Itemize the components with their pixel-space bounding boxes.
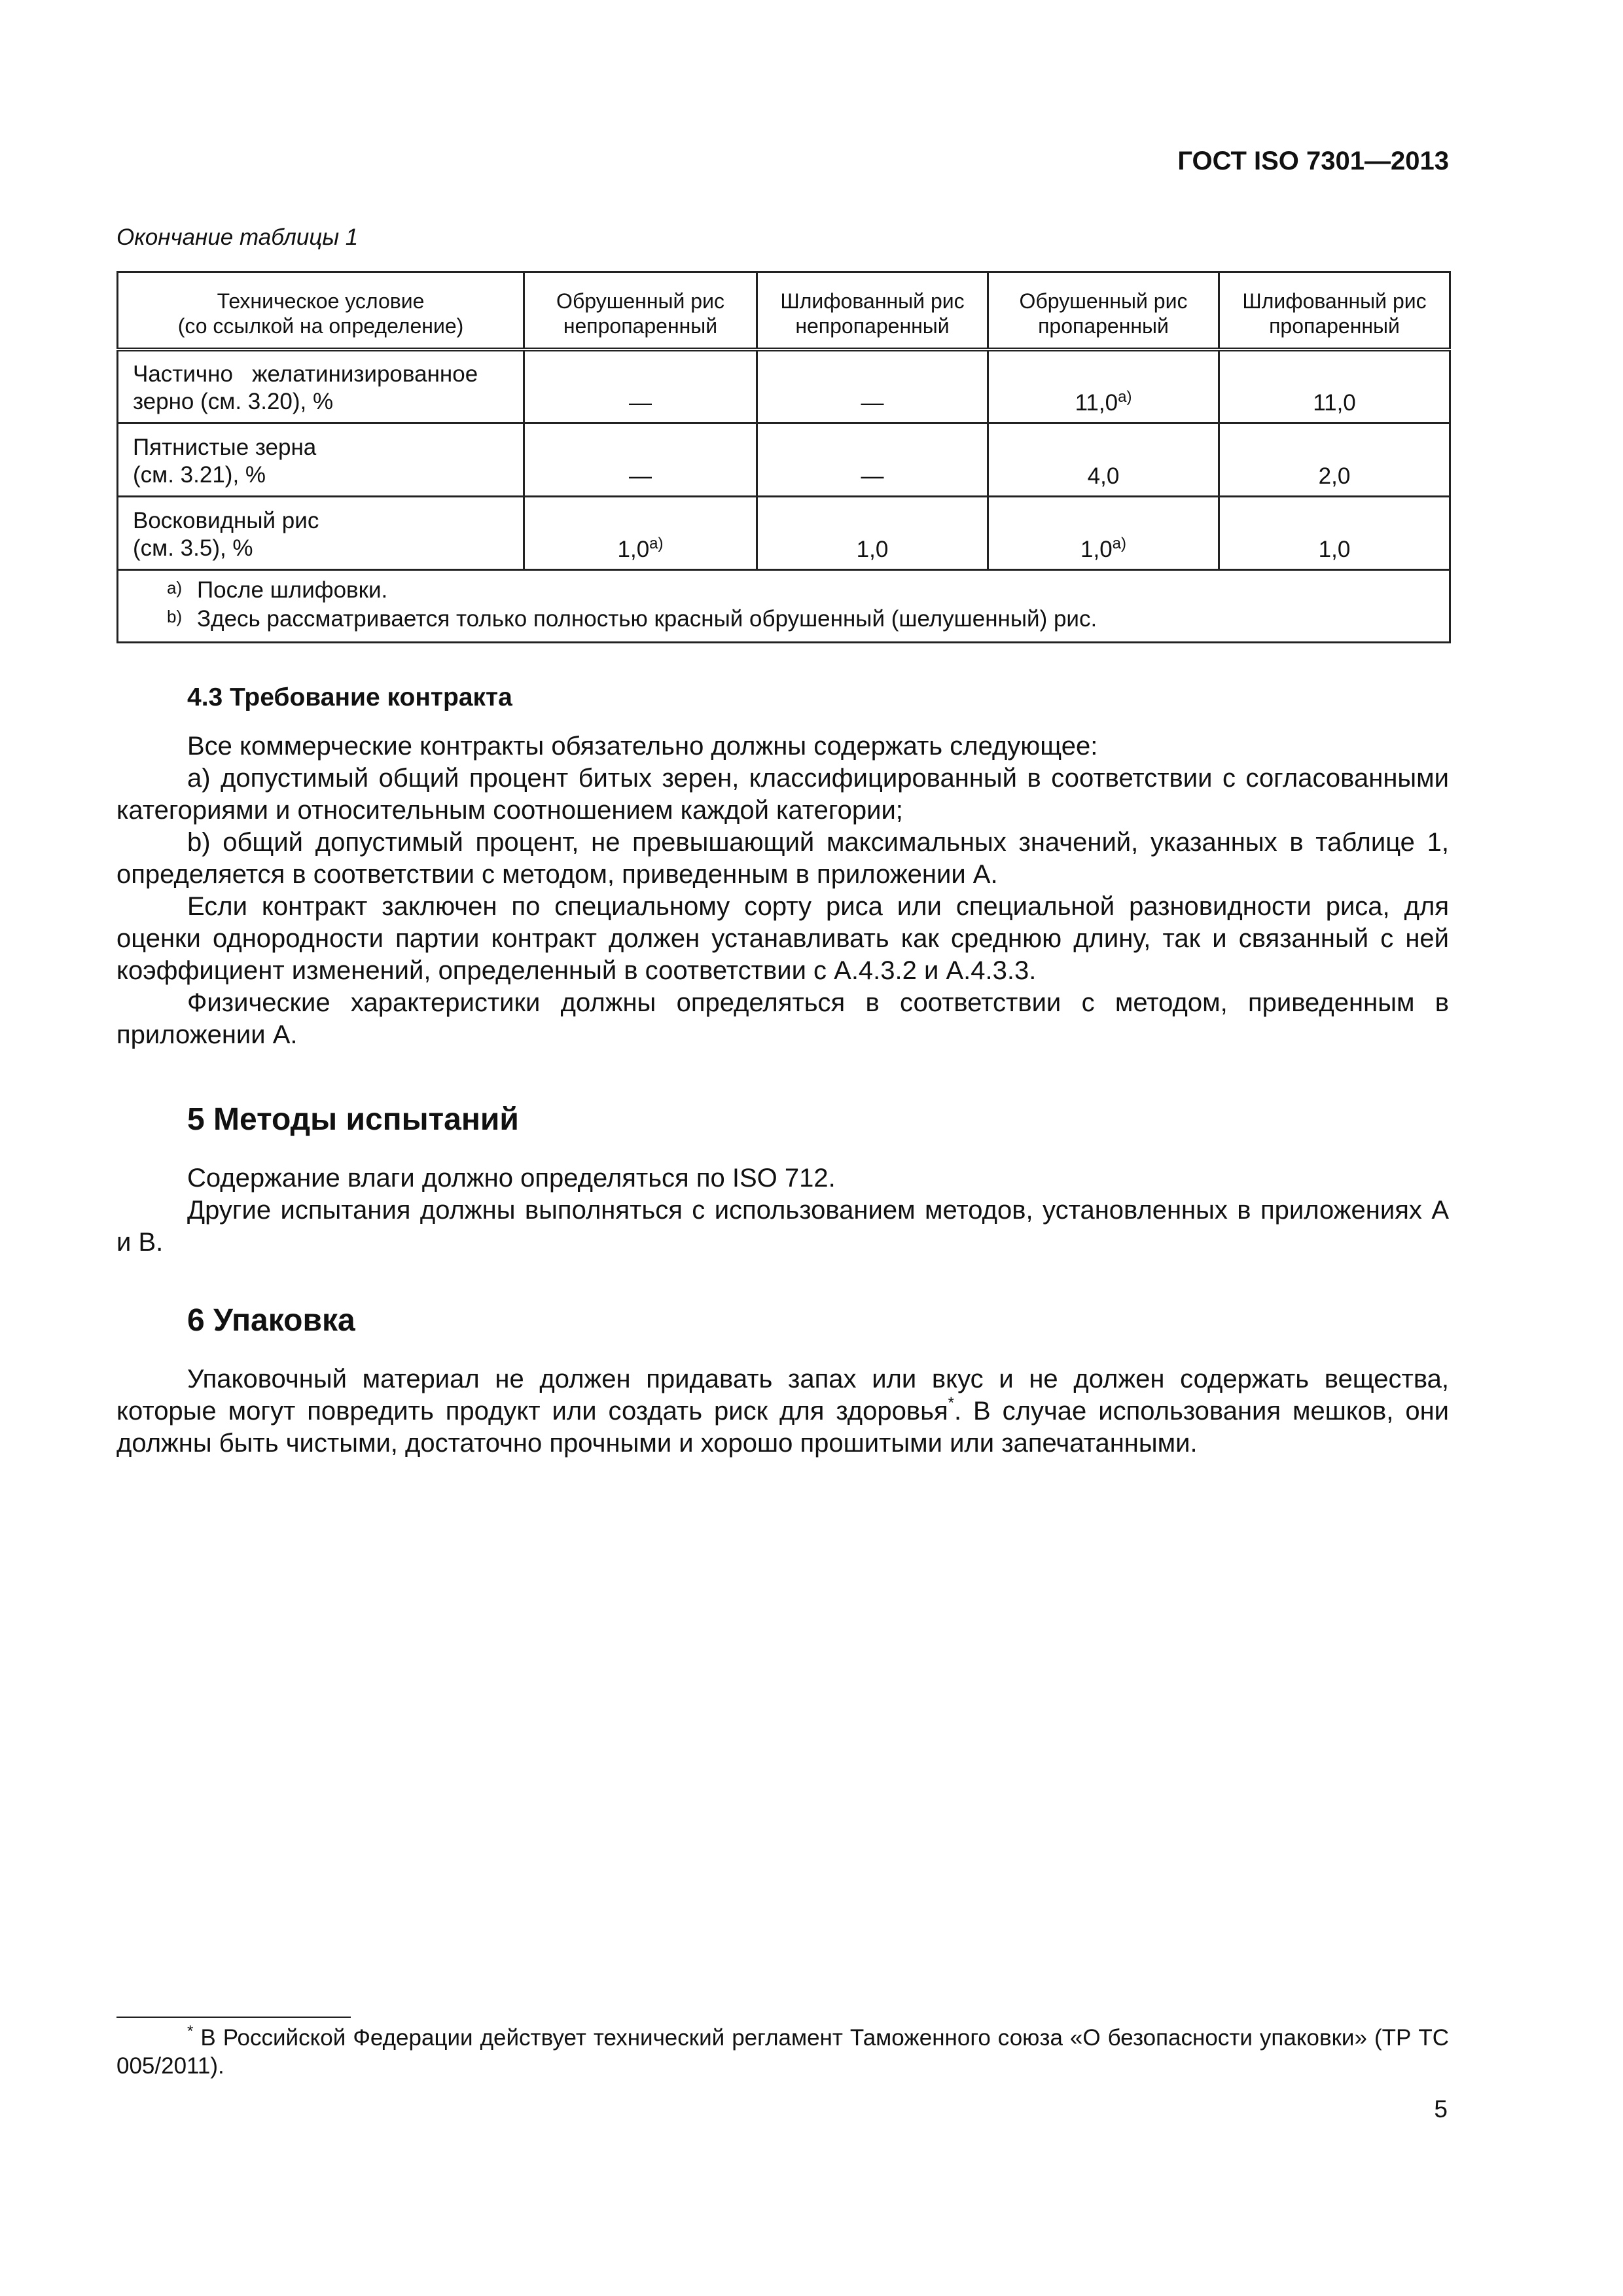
paragraph: a) допустимый общий процент битых зерен, классифицированный в соответствии с согласованными категориями и относительным соотношением каждой категории; — [116, 764, 1449, 825]
standard-designation: ГОСТ ISO 7301—2013 — [1177, 147, 1449, 175]
section-title: 5 Методы испытаний — [187, 1102, 519, 1137]
table-row — [118, 496, 1450, 569]
column-header-hulled-parboiled: Обрушенный рис пропаренный — [988, 272, 1219, 350]
page-number: 5 — [1434, 2096, 1448, 2123]
value-cell: — — [757, 350, 988, 423]
value-cell: — — [524, 350, 757, 423]
section-5 — [116, 1102, 1449, 1259]
section-6 — [116, 1302, 1449, 1460]
value-cell: — — [524, 423, 757, 496]
table-note: a) После шлифовки. — [167, 577, 388, 603]
value-cell: 11,0 — [1219, 350, 1450, 423]
table-note: b) Здесь рассматривается только полностью красный обрушенный (шелушенный) рис. — [167, 605, 1097, 632]
column-header-milled-nonparboiled: Шлифованный рис непропаренный — [757, 272, 988, 350]
column-header-condition: Техническое условие (со ссылкой на определение) — [118, 272, 524, 350]
column-header-hulled-nonparboiled: Обрушенный рис непропаренный — [524, 272, 757, 350]
value-cell: 1,0 — [1219, 496, 1450, 569]
paragraph: Физические характеристики должны определяться в соответствии с методом, приведенным в приложении А. — [116, 988, 1449, 1049]
footnote-separator — [116, 2017, 351, 2018]
column-header-milled-parboiled: Шлифованный рис пропаренный — [1219, 272, 1450, 350]
paragraph: Другие испытания должны выполняться с использованием методов, установленных в приложениях А и В. — [116, 1196, 1449, 1257]
condition-cell: Пятнистые зерна (см. 3.21), % — [118, 423, 524, 496]
value-cell: 11,0$^{a)}$ — [988, 350, 1219, 423]
section-title: 6 Упаковка — [187, 1303, 355, 1338]
condition-cell: Частично желатинизированное зерно (см. 3.20), % — [118, 350, 524, 423]
table-caption: Окончание таблицы 1 — [116, 224, 359, 250]
paragraph: Упаковочный материал не должен придавать запах или вкус и не должен содержать вещества, которые могут повредить продукт или создать риск для здоровья*. В случае использования мешков, они должны быть чистыми, достаточно прочными и хорошо прошитыми или запечатанными. — [116, 1365, 1450, 1458]
table-row — [118, 423, 1450, 496]
section-title: 4.3 Требование контракта — [187, 683, 512, 711]
paragraph: b) общий допустимый процент, не превышающий максимальных значений, указанных в таблице 1, определяется в соответствии с методом, приведенным в приложении А. — [116, 828, 1449, 889]
table-notes — [118, 569, 1450, 642]
section-4-3 — [116, 683, 1449, 1051]
footnote-reference: * — [948, 1394, 954, 1412]
requirements-table — [116, 271, 1451, 643]
value-cell: 1,0$^{a)}$ — [524, 496, 757, 569]
value-cell: — — [757, 423, 988, 496]
paragraph: Содержание влаги должно определяться по ISO 712. — [187, 1164, 836, 1193]
value-cell: 2,0 — [1219, 423, 1450, 496]
footnote: * В Российской Федерации действует технический регламент Таможенного союза «О безопасности упаковки» (ТР ТС 005/2011). — [116, 2022, 1449, 2079]
condition-cell: Восковидный рис (см. 3.5), % — [118, 496, 524, 569]
value-cell: 4,0 — [988, 423, 1219, 496]
table-header-row — [118, 272, 1450, 350]
paragraph: Если контракт заключен по специальному сорту риса или специальной разновидности риса, для оценки однородности партии контракт должен устанавливать как среднюю длину, так и связанный с ней коэффициент изменений, определенный в соответствии с А.4.3.2 и А.4.3.3. — [116, 892, 1449, 985]
table-row — [118, 350, 1450, 423]
value-cell: 1,0$^{a)}$ — [988, 496, 1219, 569]
value-cell: 1,0 — [757, 496, 988, 569]
table-notes-row — [118, 569, 1450, 642]
paragraph: Все коммерческие контракты обязательно должны содержать следующее: — [187, 732, 1098, 761]
